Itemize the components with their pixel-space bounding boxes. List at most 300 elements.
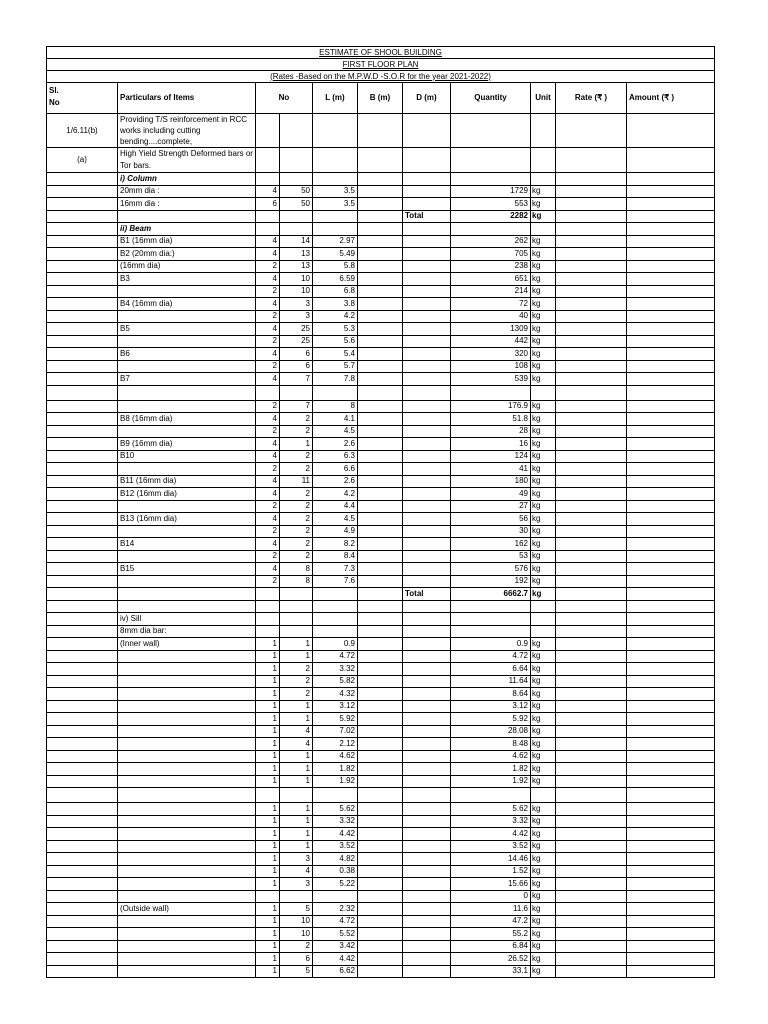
table-row <box>47 840 715 853</box>
unit-cell <box>531 173 556 186</box>
no-multiplier-cell: 10 <box>280 273 313 286</box>
unit-cell: kg <box>531 310 556 323</box>
sl-cell <box>47 198 118 211</box>
no-cell: 1 <box>256 815 280 828</box>
length-cell: 3.32 <box>313 815 358 828</box>
table-row <box>47 575 715 588</box>
amount-cell <box>627 940 715 953</box>
breadth-cell <box>358 840 403 853</box>
rate-cell <box>556 323 627 336</box>
table-row <box>47 273 715 286</box>
rates-note: (Rates -Based on the M.P.W.D -S.O.R for the year 2021-2022) <box>47 71 715 83</box>
table-row <box>47 738 715 751</box>
no-multiplier-cell: 2 <box>280 663 313 676</box>
amount-cell <box>627 613 715 626</box>
breadth-cell <box>358 475 403 488</box>
quantity-cell: 214 <box>451 285 531 298</box>
unit-cell: kg <box>531 373 556 386</box>
no-cell <box>256 613 280 626</box>
particulars-cell <box>118 750 256 763</box>
unit-cell: kg <box>531 550 556 563</box>
no-cell <box>256 210 280 223</box>
table-row <box>47 550 715 563</box>
sl-cell <box>47 903 118 916</box>
particulars-cell <box>118 713 256 726</box>
sl-cell <box>47 853 118 866</box>
rate-cell <box>556 285 627 298</box>
amount-cell <box>627 903 715 916</box>
rate-cell <box>556 815 627 828</box>
no-multiplier-cell: 3 <box>280 298 313 311</box>
rate-cell <box>556 198 627 211</box>
table-row <box>47 260 715 273</box>
quantity-cell: 49 <box>451 488 531 501</box>
table-row <box>47 400 715 413</box>
table-row <box>47 335 715 348</box>
breadth-cell <box>358 725 403 738</box>
unit-cell: kg <box>531 588 556 601</box>
amount-cell <box>627 360 715 373</box>
unit-cell: kg <box>531 903 556 916</box>
unit-cell: kg <box>531 725 556 738</box>
sl-cell <box>47 235 118 248</box>
breadth-cell <box>358 550 403 563</box>
rate-cell <box>556 210 627 223</box>
depth-cell <box>403 525 451 538</box>
no-multiplier-cell: 6 <box>280 360 313 373</box>
particulars-cell <box>118 840 256 853</box>
sl-cell <box>47 260 118 273</box>
amount-cell <box>627 638 715 651</box>
length-cell: 6.8 <box>313 285 358 298</box>
table-row <box>47 563 715 576</box>
table-row <box>47 600 715 613</box>
breadth-cell <box>358 273 403 286</box>
depth-cell <box>403 438 451 451</box>
particulars-cell <box>118 550 256 563</box>
particulars-cell <box>118 928 256 941</box>
breadth-cell <box>358 260 403 273</box>
quantity-cell: 1.92 <box>451 775 531 788</box>
particulars-cell <box>118 650 256 663</box>
quantity-cell: 27 <box>451 500 531 513</box>
unit-cell: kg <box>531 575 556 588</box>
length-cell: 8 <box>313 400 358 413</box>
depth-cell <box>403 273 451 286</box>
no-cell: 1 <box>256 688 280 701</box>
particulars-cell <box>118 663 256 676</box>
quantity-cell: 4.72 <box>451 650 531 663</box>
header-unit: Unit <box>531 83 556 114</box>
unit-cell: kg <box>531 323 556 336</box>
no-multiplier-cell: 1 <box>280 650 313 663</box>
length-cell: 4.72 <box>313 915 358 928</box>
sl-cell <box>47 173 118 186</box>
length-cell: 2.12 <box>313 738 358 751</box>
quantity-cell <box>451 173 531 186</box>
depth-cell <box>403 298 451 311</box>
breadth-cell <box>358 298 403 311</box>
unit-cell: kg <box>531 438 556 451</box>
sl-cell <box>47 385 118 400</box>
no-multiplier-cell: 2 <box>280 450 313 463</box>
length-cell: 4.5 <box>313 425 358 438</box>
quantity-cell: 108 <box>451 360 531 373</box>
depth-cell <box>403 463 451 476</box>
no-multiplier-cell: 1 <box>280 803 313 816</box>
quantity-cell: 3.32 <box>451 815 531 828</box>
no-multiplier-cell: 25 <box>280 335 313 348</box>
rate-cell <box>556 425 627 438</box>
particulars-cell <box>118 890 256 903</box>
rate-cell <box>556 575 627 588</box>
amount-cell <box>627 500 715 513</box>
table-row <box>47 725 715 738</box>
length-cell: 2.97 <box>313 235 358 248</box>
rate-cell <box>556 613 627 626</box>
depth-cell <box>403 775 451 788</box>
quantity-cell: 162 <box>451 538 531 551</box>
depth-cell <box>403 538 451 551</box>
rate-cell <box>556 713 627 726</box>
length-cell: 5.62 <box>313 803 358 816</box>
rate-cell <box>556 588 627 601</box>
table-row <box>47 223 715 236</box>
rate-cell <box>556 763 627 776</box>
sl-cell <box>47 725 118 738</box>
table-row <box>47 865 715 878</box>
no-cell: 1 <box>256 828 280 841</box>
rate-cell <box>556 400 627 413</box>
quantity-cell: 30 <box>451 525 531 538</box>
quantity-cell: 3.12 <box>451 700 531 713</box>
length-cell: 7.3 <box>313 563 358 576</box>
quantity-cell: 6662.7 <box>451 588 531 601</box>
breadth-cell <box>358 750 403 763</box>
rate-cell <box>556 775 627 788</box>
rate-cell <box>556 525 627 538</box>
length-cell: 4.1 <box>313 413 358 426</box>
depth-cell <box>403 563 451 576</box>
unit-cell: kg <box>531 425 556 438</box>
particulars-cell <box>118 385 256 400</box>
length-cell: 3.8 <box>313 298 358 311</box>
amount-cell <box>627 815 715 828</box>
particulars-cell <box>118 360 256 373</box>
rate-cell <box>556 538 627 551</box>
depth-cell <box>403 385 451 400</box>
no-cell: 4 <box>256 450 280 463</box>
amount-cell <box>627 803 715 816</box>
particulars-cell <box>118 940 256 953</box>
table-row <box>47 463 715 476</box>
amount-cell <box>627 625 715 638</box>
no-cell <box>256 385 280 400</box>
quantity-cell <box>451 223 531 236</box>
no-multiplier-cell: 5 <box>280 903 313 916</box>
sl-cell <box>47 878 118 891</box>
particulars-cell <box>118 763 256 776</box>
sl-cell <box>47 650 118 663</box>
no-multiplier-cell: 10 <box>280 285 313 298</box>
depth-cell <box>403 915 451 928</box>
quantity-cell: 51.8 <box>451 413 531 426</box>
depth-cell <box>403 965 451 978</box>
no-cell: 2 <box>256 463 280 476</box>
amount-cell <box>627 928 715 941</box>
quantity-cell: 11.64 <box>451 675 531 688</box>
breadth-cell <box>358 400 403 413</box>
quantity-cell: 40 <box>451 310 531 323</box>
length-cell <box>313 600 358 613</box>
sl-cell <box>47 613 118 626</box>
sl-cell <box>47 890 118 903</box>
particulars-cell: 20mm dia : <box>118 185 256 198</box>
length-cell: 5.8 <box>313 260 358 273</box>
table-row <box>47 613 715 626</box>
depth-cell <box>403 373 451 386</box>
particulars-cell: B11 (16mm dia) <box>118 475 256 488</box>
particulars-cell: iv) Sill <box>118 613 256 626</box>
rate-cell <box>556 928 627 941</box>
quantity-cell: 262 <box>451 235 531 248</box>
quantity-cell: 41 <box>451 463 531 476</box>
sl-cell <box>47 575 118 588</box>
particulars-cell: B6 <box>118 348 256 361</box>
particulars-cell: (Outside wall) <box>118 903 256 916</box>
breadth-cell <box>358 563 403 576</box>
no-cell: 1 <box>256 915 280 928</box>
amount-cell <box>627 173 715 186</box>
table-row <box>47 310 715 323</box>
rate-cell <box>556 953 627 966</box>
depth-cell <box>403 173 451 186</box>
table-row <box>47 828 715 841</box>
particulars-cell <box>118 788 256 803</box>
length-cell: 5.22 <box>313 878 358 891</box>
no-cell <box>256 588 280 601</box>
no-cell: 1 <box>256 675 280 688</box>
sl-cell <box>47 675 118 688</box>
length-cell <box>313 588 358 601</box>
amount-cell <box>627 210 715 223</box>
rate-cell <box>556 650 627 663</box>
particulars-cell <box>118 700 256 713</box>
breadth-cell <box>358 575 403 588</box>
length-cell: 5.52 <box>313 928 358 941</box>
rate-cell <box>556 903 627 916</box>
breadth-cell <box>358 210 403 223</box>
quantity-cell: 5.92 <box>451 713 531 726</box>
depth-cell <box>403 828 451 841</box>
no-cell: 4 <box>256 348 280 361</box>
no-multiplier-cell: 2 <box>280 525 313 538</box>
particulars-cell: B2 (20mm dia:) <box>118 248 256 261</box>
no-multiplier-cell: 4 <box>280 865 313 878</box>
unit-cell <box>531 223 556 236</box>
length-cell <box>313 210 358 223</box>
sl-cell <box>47 438 118 451</box>
amount-cell <box>627 575 715 588</box>
amount-cell <box>627 675 715 688</box>
breadth-cell <box>358 425 403 438</box>
no-cell: 2 <box>256 425 280 438</box>
length-cell: 4.72 <box>313 650 358 663</box>
depth-cell <box>403 763 451 776</box>
header-sl: Sl. No <box>47 83 118 114</box>
no-cell: 1 <box>256 663 280 676</box>
no-cell: 1 <box>256 713 280 726</box>
table-row <box>47 588 715 601</box>
breadth-cell <box>358 638 403 651</box>
sl-cell <box>47 788 118 803</box>
length-cell: 4.2 <box>313 310 358 323</box>
unit-cell <box>531 788 556 803</box>
no-cell: 4 <box>256 248 280 261</box>
unit-cell: kg <box>531 928 556 941</box>
rate-cell <box>556 638 627 651</box>
particulars-cell: B5 <box>118 323 256 336</box>
no-multiplier-cell: 1 <box>280 750 313 763</box>
no-cell: 1 <box>256 840 280 853</box>
amount-cell <box>627 563 715 576</box>
quantity-cell: 11.6 <box>451 903 531 916</box>
no-multiplier-cell: 2 <box>280 413 313 426</box>
no-cell: 2 <box>256 335 280 348</box>
length-cell <box>313 890 358 903</box>
length-cell: 5.6 <box>313 335 358 348</box>
breadth-cell <box>358 953 403 966</box>
particulars-cell <box>118 688 256 701</box>
sl-cell <box>47 638 118 651</box>
unit-cell: kg <box>531 488 556 501</box>
breadth-cell <box>358 700 403 713</box>
rate-cell <box>556 890 627 903</box>
quantity-cell: 1.82 <box>451 763 531 776</box>
table-row <box>47 235 715 248</box>
breadth-cell <box>358 763 403 776</box>
amount-cell <box>627 750 715 763</box>
sub-item-description: High Yield Strength Deformed bars or Tor bars. <box>118 148 256 173</box>
sl-cell <box>47 400 118 413</box>
particulars-cell <box>118 878 256 891</box>
breadth-cell <box>358 865 403 878</box>
no-cell: 4 <box>256 185 280 198</box>
amount-cell <box>627 310 715 323</box>
no-multiplier-cell: 7 <box>280 400 313 413</box>
no-multiplier-cell <box>280 588 313 601</box>
sl-cell <box>47 538 118 551</box>
breadth-cell <box>358 373 403 386</box>
quantity-cell: 8.64 <box>451 688 531 701</box>
quantity-cell: 442 <box>451 335 531 348</box>
length-cell: 3.12 <box>313 700 358 713</box>
depth-cell <box>403 803 451 816</box>
quantity-cell: 15.66 <box>451 878 531 891</box>
breadth-cell <box>358 525 403 538</box>
sl-cell <box>47 273 118 286</box>
rate-cell <box>556 563 627 576</box>
depth-cell <box>403 738 451 751</box>
depth-cell <box>403 360 451 373</box>
rate-cell <box>556 248 627 261</box>
unit-cell: kg <box>531 513 556 526</box>
no-cell: 4 <box>256 488 280 501</box>
sl-cell <box>47 915 118 928</box>
amount-cell <box>627 550 715 563</box>
sl-cell <box>47 928 118 941</box>
quantity-cell: 1309 <box>451 323 531 336</box>
sl-cell <box>47 953 118 966</box>
breadth-cell <box>358 878 403 891</box>
no-multiplier-cell: 2 <box>280 425 313 438</box>
amount-cell <box>627 413 715 426</box>
depth-cell <box>403 688 451 701</box>
depth-cell <box>403 815 451 828</box>
no-multiplier-cell: 4 <box>280 725 313 738</box>
sl-cell <box>47 713 118 726</box>
rate-cell <box>556 438 627 451</box>
breadth-cell <box>358 738 403 751</box>
sl-cell <box>47 750 118 763</box>
amount-cell <box>627 323 715 336</box>
header-quantity: Quantity <box>451 83 531 114</box>
no-multiplier-cell: 1 <box>280 438 313 451</box>
length-cell: 1.82 <box>313 763 358 776</box>
amount-cell <box>627 260 715 273</box>
depth-cell <box>403 840 451 853</box>
quantity-cell: 192 <box>451 575 531 588</box>
no-cell: 1 <box>256 763 280 776</box>
sl-cell <box>47 663 118 676</box>
quantity-cell: 705 <box>451 248 531 261</box>
depth-cell <box>403 550 451 563</box>
no-multiplier-cell: 2 <box>280 688 313 701</box>
breadth-cell <box>358 788 403 803</box>
rate-cell <box>556 273 627 286</box>
no-cell: 1 <box>256 638 280 651</box>
quantity-cell: 16 <box>451 438 531 451</box>
length-cell: 7.02 <box>313 725 358 738</box>
no-multiplier-cell <box>280 173 313 186</box>
sl-cell <box>47 413 118 426</box>
length-cell: 2.32 <box>313 903 358 916</box>
table-row <box>47 500 715 513</box>
table-row <box>47 360 715 373</box>
particulars-cell <box>118 310 256 323</box>
no-cell: 4 <box>256 298 280 311</box>
no-multiplier-cell: 3 <box>280 878 313 891</box>
particulars-cell <box>118 953 256 966</box>
sl-cell <box>47 525 118 538</box>
quantity-cell <box>451 385 531 400</box>
depth-cell <box>403 348 451 361</box>
depth-cell <box>403 400 451 413</box>
length-cell: 2.6 <box>313 475 358 488</box>
breadth-cell <box>358 853 403 866</box>
length-cell: 5.92 <box>313 713 358 726</box>
table-row <box>47 650 715 663</box>
rate-cell <box>556 915 627 928</box>
quantity-cell: 14.46 <box>451 853 531 866</box>
item-description: Providing T/S reinforcement in RCC works including cutting bending....complete, <box>118 114 256 148</box>
depth-cell <box>403 663 451 676</box>
table-row <box>47 450 715 463</box>
table-row <box>47 513 715 526</box>
amount-cell <box>627 738 715 751</box>
breadth-cell <box>358 348 403 361</box>
rate-cell <box>556 625 627 638</box>
